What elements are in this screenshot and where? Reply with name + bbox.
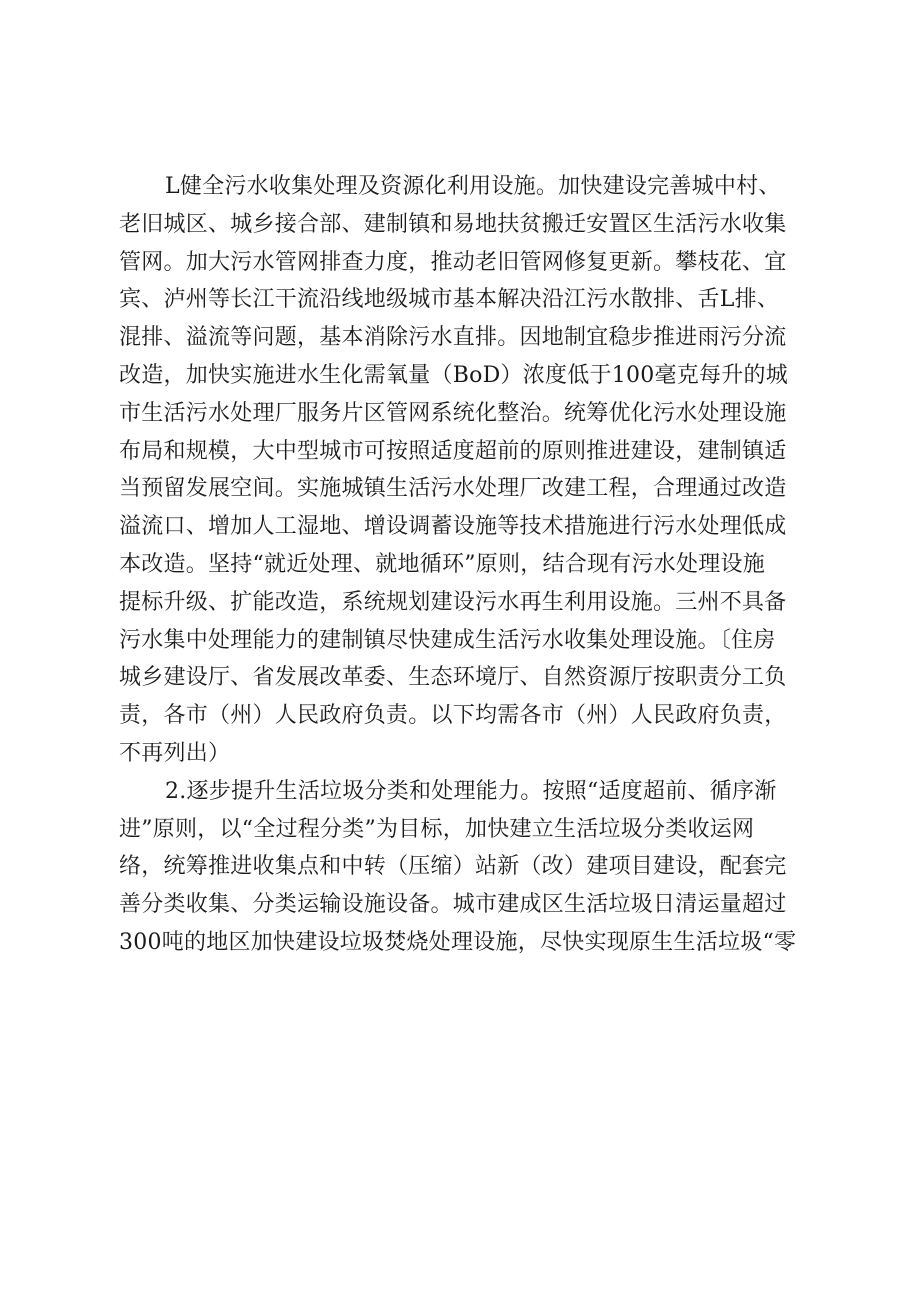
text-line: 当预留发展空间。实施城镇生活污水处理厂改建工程，合理通过改造 xyxy=(119,476,787,502)
text-line: 混排、溢流等问题，基本消除污水直排。因地制宜稳步推进雨污分流 xyxy=(119,325,787,351)
body-text xyxy=(119,168,819,962)
text-line: 布局和规模，大中型城市可按照适度超前的原则推进建设，建制镇适 xyxy=(119,438,787,464)
paragraph-garbage-classification xyxy=(119,773,819,962)
text-line: 城乡建设厅、省发展改革委、生态环境厅、自然资源厅按职责分工负 xyxy=(119,665,787,691)
text-line: 本改造。坚持“就近处理、就地循环”原则，结合现有污水处理设施 xyxy=(119,551,765,577)
text-line: 提标升级、扩能改造，系统规划建设污水再生利用设施。三州不具备 xyxy=(119,589,787,615)
text-line: 300吨的地区加快建设垃圾焚烧处理设施，尽快实现原生生活垃圾“零 xyxy=(119,929,797,955)
text-line: 进”原则，以“全过程分类”为目标，加快建立生活垃圾分类收运网 xyxy=(119,816,755,842)
text-line: 市生活污水处理厂服务片区管网系统化整治。统筹优化污水处理设施 xyxy=(119,400,787,426)
text-line: L健全污水收集处理及资源化利用设施。加快建设完善城中村、 xyxy=(165,174,781,199)
text-line: 善分类收集、分类运输设施设备。城市建成区生活垃圾日清运量超过 xyxy=(119,892,787,918)
text-line: 责，各市（州）人民政府负责。以下均需各市（州）人民政府负责， xyxy=(119,703,787,729)
text-line: 溢流口、增加人工湿地、增设调蓄设施等技术措施进行污水处理低成 xyxy=(119,514,787,540)
text-line: 管网。加大污水管网排查力度，推动老旧管网修复更新。攀枝花、宜 xyxy=(119,249,787,275)
text-line: 改造，加快实施进水生化需氧量（BoD）浓度低于100毫克每升的城 xyxy=(119,362,789,388)
text-line: 老旧城区、城乡接合部、建制镇和易地扶贫搬迁安置区生活污水收集 xyxy=(119,211,787,237)
text-line: 不再列出） xyxy=(119,740,231,766)
text-line: 宾、泸州等长江干流沿线地级城市基本解决沿江污水散排、舌L排、 xyxy=(119,287,780,313)
text-line: 2.逐步提升生活垃圾分类和处理能力。按照“适度超前、循序渐 xyxy=(165,778,777,804)
text-line: 络，统筹推进收集点和中转（压缩）站新（改）建项目建设，配套完 xyxy=(119,854,787,880)
paragraph-sewage-facilities xyxy=(119,168,819,773)
text-line: 污水集中处理能力的建制镇尽快建成生活污水收集处理设施。〔住房 xyxy=(119,627,776,653)
